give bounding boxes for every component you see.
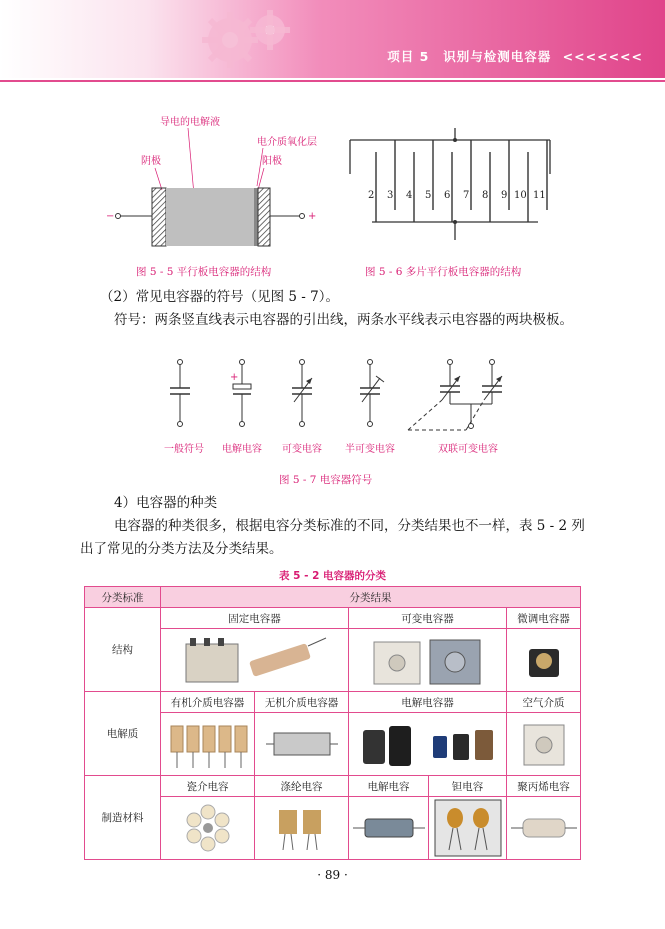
plate-label: 7	[463, 190, 470, 201]
cell-organic-dielectric: 有机介质电容器	[161, 692, 255, 713]
photo-variable-capacitor	[349, 629, 507, 692]
symbol-label-semi-variable: 半可变电容	[345, 444, 395, 455]
electrolytic-plus: +	[230, 372, 239, 383]
cell-electrolytic-capacitor: 电解电容器	[349, 692, 507, 713]
photo-organic-dielectric	[161, 713, 255, 776]
figure-5-7-symbols	[150, 352, 530, 462]
cell-ceramic: 瓷介电容	[161, 776, 255, 797]
cell-electrolytic: 电解电容	[349, 776, 429, 797]
row-label-material: 制造材料	[85, 776, 161, 860]
figure-5-6-multi-plate	[340, 122, 560, 252]
row-label-dielectric: 电解质	[85, 692, 161, 776]
photo-ceramic	[161, 797, 255, 860]
cell-trimmer-capacitor: 微调电容器	[507, 608, 581, 629]
header-title	[387, 47, 643, 65]
paragraph-types-desc: 电容器的种类很多，根据电容分类标准的不同，分类结果也不一样，表 5 - 2 列出了常见的分类方法及分类结果。	[80, 518, 585, 557]
label-dielectric: 电介质氧化层	[257, 137, 317, 148]
photo-fixed-capacitor	[161, 629, 349, 692]
section-heading-types: 4）电容器的种类	[114, 495, 218, 511]
plate-label: 10	[514, 190, 527, 201]
cell-inorganic-dielectric: 无机介质电容器	[255, 692, 349, 713]
gear-decoration-icon	[190, 4, 300, 76]
plate-label: 8	[482, 190, 489, 201]
plate-label: 2	[368, 190, 375, 201]
photo-trimmer-capacitor	[507, 629, 581, 692]
photo-tantalum	[429, 797, 507, 860]
minus-sign: −	[106, 211, 115, 222]
page-header-band	[0, 0, 665, 78]
cell-tantalum: 钽电容	[429, 776, 507, 797]
paragraph-symbols-desc: 符号：两条竖直线表示电容器的引出线，两条水平线表示电容器的两块极板。	[114, 312, 573, 328]
header-standard: 分类标准	[85, 587, 161, 608]
cell-polyester: 涤纶电容	[255, 776, 349, 797]
symbol-variable-capacitor	[292, 360, 312, 427]
photo-electrolytic-axial	[349, 797, 429, 860]
plate-label: 6	[444, 190, 451, 201]
cell-air-dielectric: 空气介质	[507, 692, 581, 713]
cell-fixed-capacitor: 固定电容器	[161, 608, 349, 629]
symbol-electrolytic-capacitor	[230, 360, 251, 427]
photo-polypropylene	[507, 797, 581, 860]
page-number: · 89 ·	[317, 868, 348, 882]
photo-polyester	[255, 797, 349, 860]
label-anode: 阳极	[262, 156, 282, 167]
plate-label: 5	[425, 190, 432, 201]
symbol-dual-ganged-capacitor	[408, 360, 502, 431]
plate-label: 3	[387, 190, 394, 201]
paragraph-symbols-heading: （2）常见电容器的符号（见图 5 - 7）。	[100, 289, 339, 305]
symbol-label-general: 一般符号	[164, 444, 204, 455]
photo-air-dielectric	[507, 713, 581, 776]
row-label-structure: 结构	[85, 608, 161, 692]
header-result: 分类结果	[161, 587, 581, 608]
symbol-label-variable: 可变电容	[282, 444, 322, 455]
header-rule	[0, 80, 665, 82]
label-cathode: 阴极	[141, 156, 161, 167]
plus-sign: +	[308, 211, 317, 222]
symbol-label-dual-ganged: 双联可变电容	[438, 444, 498, 455]
cell-variable-capacitor: 可变电容器	[349, 608, 507, 629]
plate-label: 11	[533, 190, 546, 201]
figure-5-5-parallel-plate	[100, 108, 340, 258]
symbol-label-electrolytic: 电解电容	[222, 444, 262, 455]
plate-label: 4	[406, 190, 413, 201]
photo-electrolytic-capacitor	[349, 713, 507, 776]
photo-inorganic-dielectric	[255, 713, 349, 776]
symbol-general-capacitor	[170, 360, 190, 427]
capacitor-classification-table	[84, 586, 581, 860]
cell-polypropylene: 聚丙烯电容	[507, 776, 581, 797]
figure-5-7-caption: 图 5 - 7 电容器符号	[279, 474, 373, 486]
label-electrolyte: 导电的电解液	[160, 117, 220, 128]
symbol-semi-variable-capacitor	[360, 360, 384, 427]
figure-5-6-caption: 图 5 - 6 多片平行板电容器的结构	[365, 266, 522, 278]
header-chevrons: <<<<<<<	[562, 49, 643, 64]
table-5-2-title: 表 5 - 2 电容器的分类	[278, 570, 387, 582]
header-project: 项目 5	[387, 49, 430, 64]
plate-label: 9	[501, 190, 508, 201]
header-chapter-title: 识别与检测电容器	[443, 49, 552, 64]
figure-5-5-caption: 图 5 - 5 平行板电容器的结构	[136, 266, 272, 278]
